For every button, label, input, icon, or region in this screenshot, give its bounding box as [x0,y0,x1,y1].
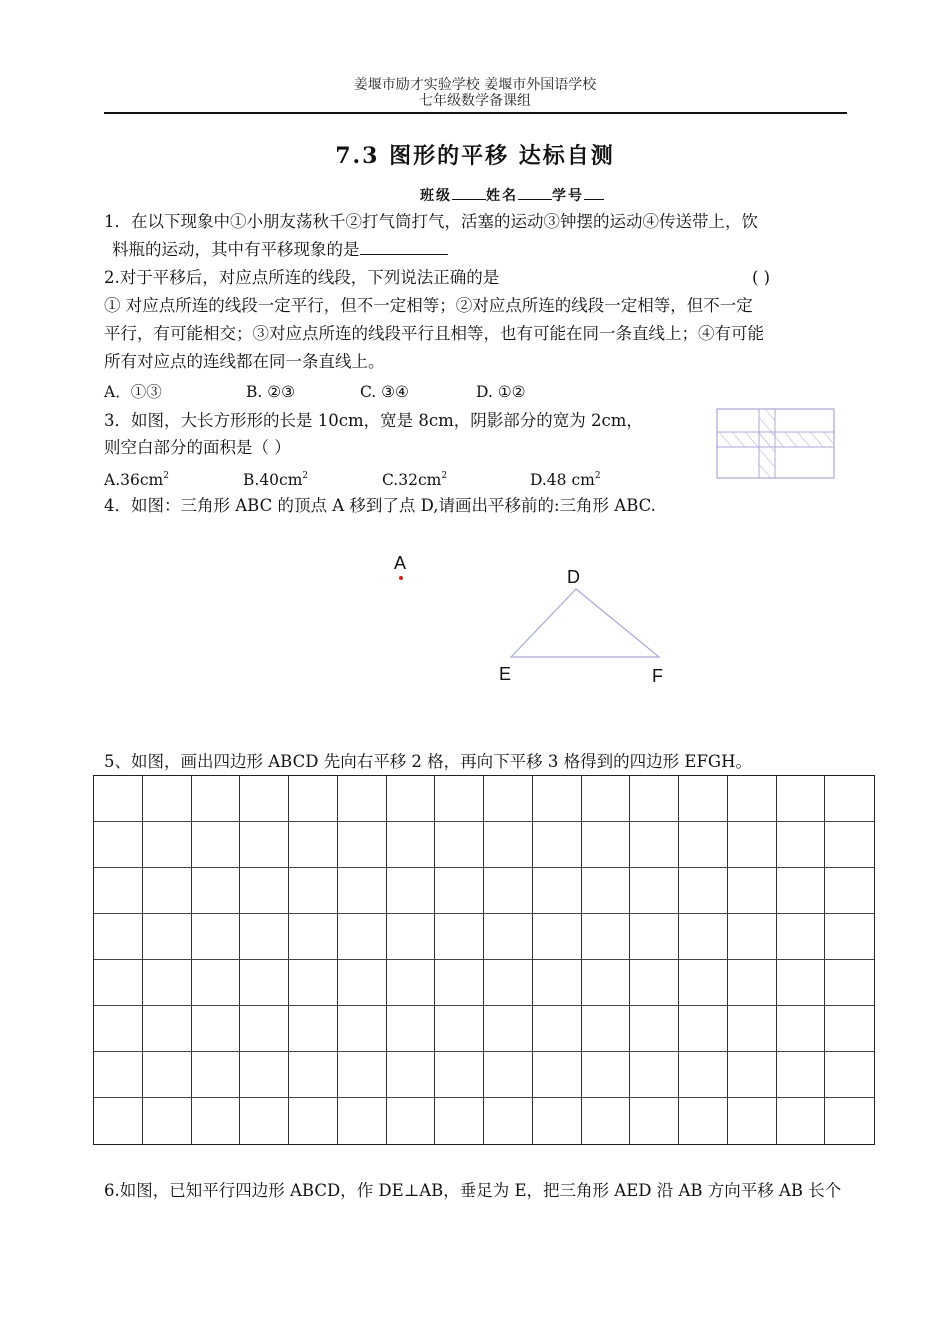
grid-cell[interactable] [289,868,338,914]
grid-cell[interactable] [387,914,436,960]
grid-cell[interactable] [825,914,874,960]
grid-cell[interactable] [435,868,484,914]
grid-cell[interactable] [338,1006,387,1052]
q3-option-d [530,465,601,491]
grid-cell[interactable] [825,1006,874,1052]
grid-cell[interactable] [94,960,143,1006]
grid-cell[interactable] [94,1098,143,1144]
grid-cell[interactable] [630,868,679,914]
point-e-label: E [499,664,512,684]
grid-cell[interactable] [94,822,143,868]
grid-cell[interactable] [484,1006,533,1052]
grid-cell[interactable] [728,1052,777,1098]
grid-cell[interactable] [825,1052,874,1098]
grid-cell[interactable] [728,914,777,960]
grid-cell[interactable] [533,1098,582,1144]
grid-cell[interactable] [192,914,241,960]
q3-line1: 3．如图，大长方形形的长是 10cm，宽是 8cm，阴影部分的宽为 2cm， [104,411,643,430]
q2-option-b: B. ②③ [246,383,296,401]
grid-cell[interactable] [679,1006,728,1052]
grid-cell[interactable] [192,776,241,822]
grid-cell[interactable] [240,960,289,1006]
grid-cell[interactable] [338,1098,387,1144]
grid-cell[interactable] [630,1098,679,1144]
grid-cell[interactable] [240,776,289,822]
q2-answer-bracket[interactable]: ( ) [752,268,771,287]
point-d-label: D [567,567,580,587]
grid-cell[interactable] [387,960,436,1006]
grid-cell[interactable] [289,1098,338,1144]
grid-cell[interactable] [630,1006,679,1052]
grid-cell[interactable] [582,1052,631,1098]
q3-option-b-text: B.40cm [243,471,303,489]
grid-cell[interactable] [533,1006,582,1052]
grid-cell[interactable] [435,1006,484,1052]
grid-cell[interactable] [435,1098,484,1144]
grid-cell[interactable] [533,1052,582,1098]
grid-cell[interactable] [630,960,679,1006]
grid-cell[interactable] [582,960,631,1006]
grid-cell[interactable] [777,868,826,914]
grid-cell[interactable] [338,776,387,822]
q2-statement-line1: ① 对应点所连的线段一定平行，但不一定相等；②对应点所连的线段一定相等，但不一定 [104,296,753,315]
square-grid[interactable] [93,775,875,1145]
grid-cell[interactable] [387,822,436,868]
grid-cell[interactable] [338,960,387,1006]
grid-cell[interactable] [387,1098,436,1144]
point-f-label: F [652,666,663,686]
q1-line1: 1．在以下现象中①小朋友荡秋千②打气筒打气，活塞的运动③钟摆的运动④传送带上，饮 [104,212,758,231]
grid-cell[interactable] [630,776,679,822]
q3-option-b [243,465,308,491]
q1-answer-blank[interactable] [360,236,448,255]
grid-cell[interactable] [484,776,533,822]
grid-cell[interactable] [289,1052,338,1098]
grid-cell[interactable] [582,822,631,868]
grid-cell[interactable] [240,822,289,868]
q2-statement-line3: 所有对应点的连线都在同一条直线上。 [104,352,385,371]
grid-cell[interactable] [825,822,874,868]
q6-text: 6.如图，已知平行四边形 ABCD，作 DE⊥AB，垂足为 E，把三角形 AED 沿 AB 方向平移 AB 长个 [104,1181,842,1200]
grid-cell[interactable] [192,1006,241,1052]
q4-text: 4．如图：三角形 ABC 的顶点 A 移到了点 D,请画出平移前的:三角形 ABC. [104,496,656,515]
q1-line2 [112,236,448,264]
q2-statement-line2: 平行，有可能相交；③对应点所连的线段平行且相等，也有可能在同一条直线上；④有可能 [104,324,764,343]
grid-cell[interactable] [728,960,777,1006]
grid-cell[interactable] [484,914,533,960]
number-blank[interactable] [584,185,604,200]
grid-cell[interactable] [728,822,777,868]
grid-cell[interactable] [484,822,533,868]
q3-option-a-text: A.36cm [104,471,164,489]
grid-cell[interactable] [533,914,582,960]
point-a-dot [397,574,405,582]
grid-cell[interactable] [679,914,728,960]
q3-option-b-sup: 2 [302,471,309,481]
grid-cell[interactable] [582,776,631,822]
grid-cell[interactable] [143,914,192,960]
q2-option-d: D. ①② [476,383,526,401]
grid-cell[interactable] [679,776,728,822]
class-blank[interactable] [452,185,486,200]
grid-cell[interactable] [435,776,484,822]
grid-cell[interactable] [679,868,728,914]
grid-cell[interactable] [338,868,387,914]
grid-cell[interactable] [240,868,289,914]
grid-cell[interactable] [289,776,338,822]
grid-cell[interactable] [777,776,826,822]
grid-cell[interactable] [533,868,582,914]
header-group: 七年级数学备课组 [419,93,531,109]
q2-option-a: A．①③ [104,383,162,401]
grid-cell[interactable] [825,960,874,1006]
grid-cell[interactable] [143,868,192,914]
q3-option-c-sup: 2 [441,471,448,481]
grid-cell[interactable] [679,960,728,1006]
grid-cell[interactable] [728,1098,777,1144]
grid-cell[interactable] [387,1052,436,1098]
grid-cell[interactable] [338,914,387,960]
grid-cell[interactable] [94,914,143,960]
grid-cell[interactable] [240,1052,289,1098]
grid-cell[interactable] [192,1052,241,1098]
grid-cell[interactable] [484,1098,533,1144]
grid-cell[interactable] [143,1098,192,1144]
grid-cell[interactable] [484,868,533,914]
grid-cell[interactable] [240,914,289,960]
grid-cell[interactable] [825,1098,874,1144]
grid-cell[interactable] [387,1006,436,1052]
grid-cell[interactable] [143,776,192,822]
q2-option-c: C. ③④ [360,383,409,401]
grid-cell[interactable] [94,1006,143,1052]
q3-option-a [104,465,169,491]
triangle-def [500,580,670,670]
grid-cell[interactable] [240,1006,289,1052]
grid-cell[interactable] [192,1098,241,1144]
grid-cell[interactable] [94,868,143,914]
student-info-line [420,185,604,205]
q3-option-a-sup: 2 [163,471,169,481]
grid-cell[interactable] [192,822,241,868]
grid-cell[interactable] [728,776,777,822]
grid-cell[interactable] [289,914,338,960]
point-a-label: A [394,553,407,573]
grid-cell[interactable] [777,914,826,960]
q3-rectangle-figure [705,400,845,490]
grid-cell[interactable] [777,1098,826,1144]
header-schools: 姜堰市励才实验学校 姜堰市外国语学校 [353,77,597,93]
name-blank[interactable] [518,185,552,200]
grid-cell[interactable] [582,914,631,960]
grid-cell[interactable] [143,822,192,868]
grid-cell[interactable] [679,1098,728,1144]
grid-cell[interactable] [435,822,484,868]
grid-cell[interactable] [679,822,728,868]
grid-cell[interactable] [582,1098,631,1144]
grid-cell[interactable] [533,822,582,868]
q3-option-c-text: C.32cm [382,471,442,489]
grid-cell[interactable] [338,822,387,868]
header-divider [104,112,847,114]
grid-cell[interactable] [289,1006,338,1052]
grid-cell[interactable] [484,1052,533,1098]
q3-option-c [382,465,447,491]
q3-option-d-sup: 2 [594,471,601,481]
grid-cell[interactable] [289,822,338,868]
grid-cell[interactable] [192,960,241,1006]
grid-cell[interactable] [533,776,582,822]
grid-cell[interactable] [94,776,143,822]
grid-cell[interactable] [143,960,192,1006]
grid-cell[interactable] [533,960,582,1006]
page-title: 7.3 图形的平移 达标自测 [335,143,615,169]
grid-cell[interactable] [630,822,679,868]
grid-cell[interactable] [630,914,679,960]
name-label: 姓名 [486,188,518,204]
number-label: 学号 [552,188,584,204]
grid-cell[interactable] [435,1052,484,1098]
grid-cell[interactable] [777,822,826,868]
grid-cell[interactable] [777,960,826,1006]
q1-line2-text: 料瓶的运动，其中有平移现象的是 [112,240,360,259]
grid-cell[interactable] [387,868,436,914]
grid-cell[interactable] [825,868,874,914]
grid-cell[interactable] [679,1052,728,1098]
grid-cell[interactable] [143,1052,192,1098]
grid-cell[interactable] [582,1006,631,1052]
q2-stem: 2.对于平移后，对应点所连的线段，下列说法正确的是 [104,268,500,287]
grid-cell[interactable] [728,868,777,914]
grid-cell[interactable] [777,1052,826,1098]
class-label: 班级 [420,188,452,204]
grid-cell[interactable] [777,1006,826,1052]
q3-option-d-text: D.48 cm [530,471,595,489]
grid-cell[interactable] [582,868,631,914]
grid-cell[interactable] [630,1052,679,1098]
grid-cell[interactable] [289,960,338,1006]
grid-cell[interactable] [728,1006,777,1052]
grid-cell[interactable] [240,1098,289,1144]
grid-cell[interactable] [387,776,436,822]
grid-cell[interactable] [825,776,874,822]
q5-text: 5、如图，画出四边形 ABCD 先向右平移 2 格，再向下平移 3 格得到的四边形 EFGH。 [104,752,752,771]
grid-cell[interactable] [435,914,484,960]
q3-line2: 则空白部分的面积是（ ） [104,438,291,457]
grid-cell[interactable] [484,960,533,1006]
grid-cell[interactable] [435,960,484,1006]
grid-cell[interactable] [143,1006,192,1052]
grid-cell[interactable] [94,1052,143,1098]
grid-cell[interactable] [338,1052,387,1098]
grid-cell[interactable] [192,868,241,914]
